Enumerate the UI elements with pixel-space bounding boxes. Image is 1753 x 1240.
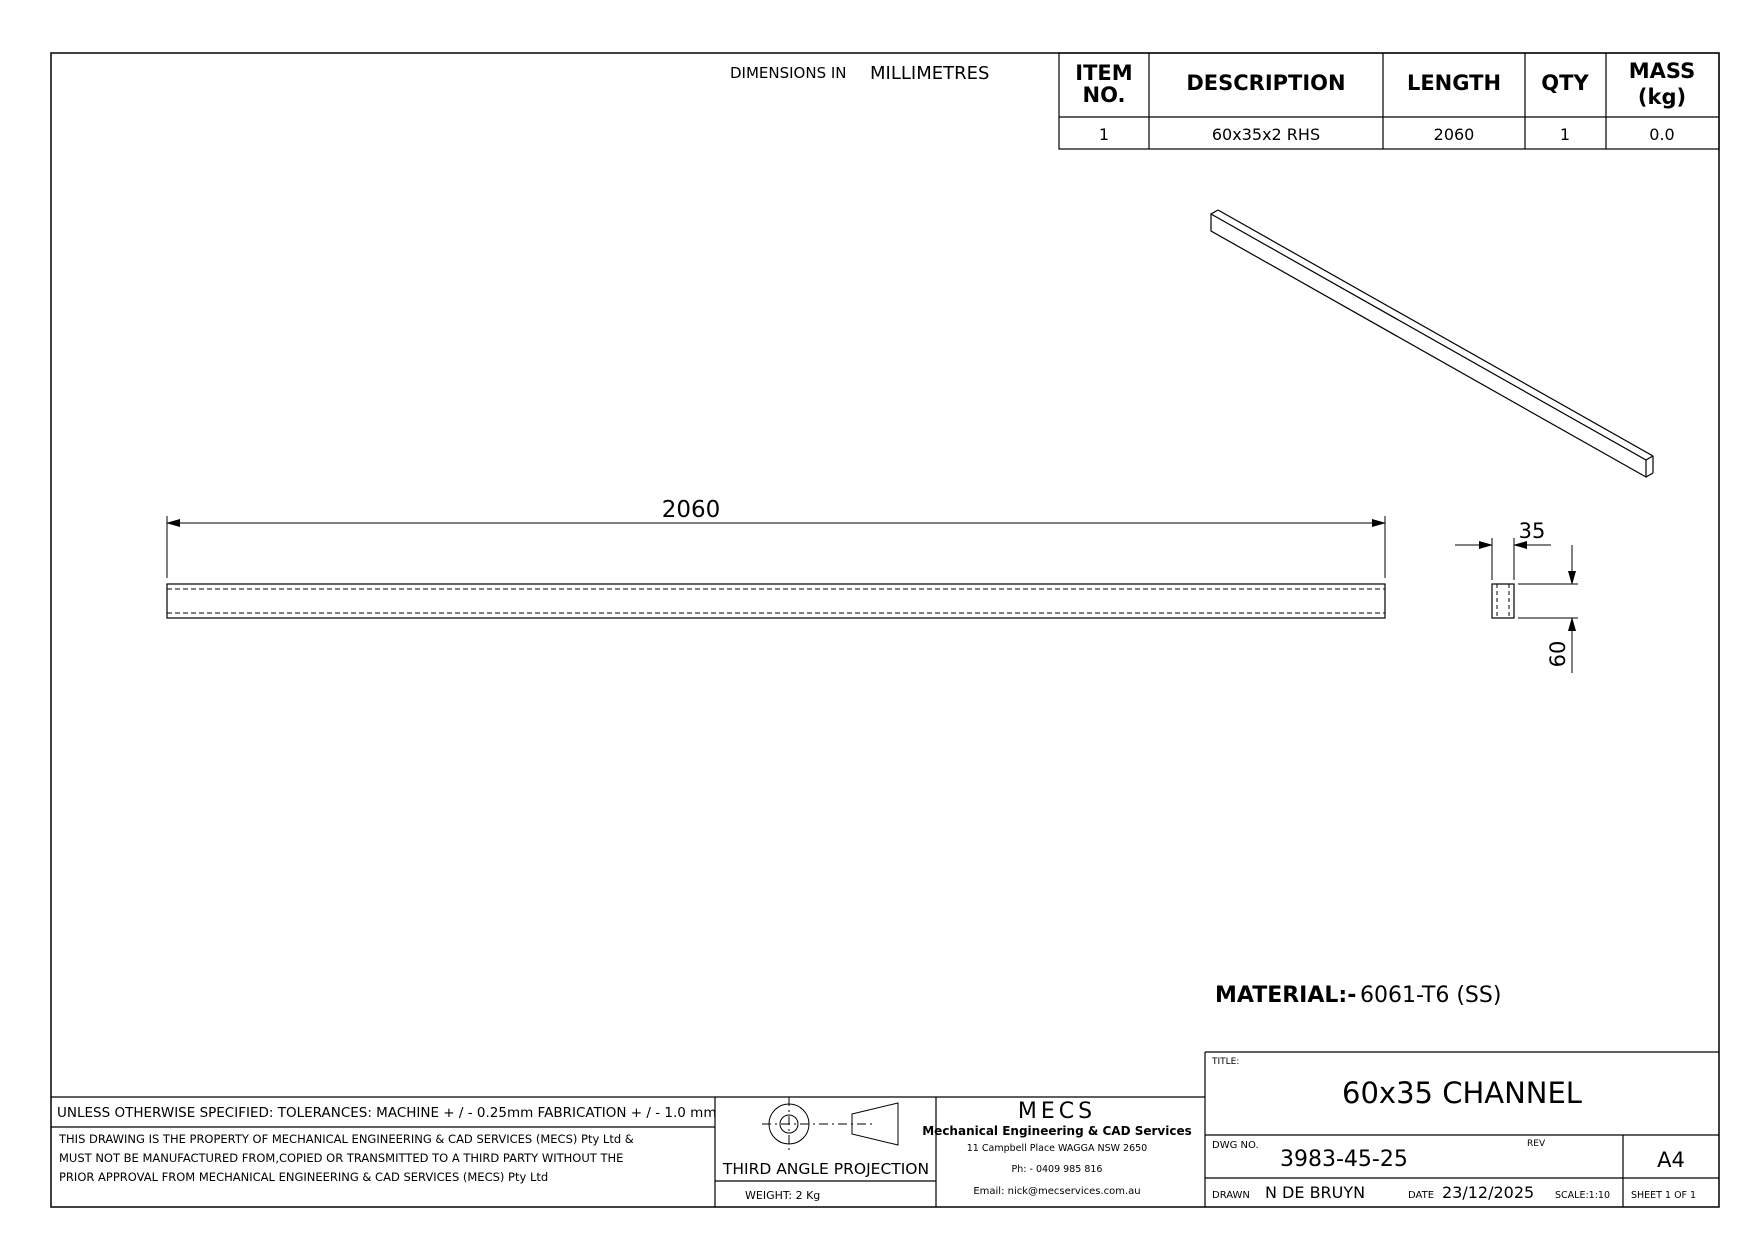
projection-label: THIRD ANGLE PROJECTION: [722, 1160, 930, 1178]
tolerance-note: UNLESS OTHERWISE SPECIFIED: TOLERANCES: MACHINE + / - 0.25mm FABRICATION + / - 1.0 mm: [57, 1105, 717, 1121]
dwg-no: 3983-45-25: [1280, 1147, 1408, 1172]
property-note-line3: PRIOR APPROVAL FROM MECHANICAL ENGINEERING & CAD SERVICES (MECS) Pty Ltd: [59, 1170, 549, 1184]
date-label: DATE: [1408, 1190, 1435, 1201]
height-dimension: [1518, 545, 1578, 673]
dimensions-label: DIMENSIONS IN: [730, 64, 847, 82]
bom-header-mass-unit: (kg): [1637, 85, 1687, 109]
bom-header-length: LENGTH: [1406, 71, 1502, 95]
dwg-no-label: DWG NO.: [1212, 1140, 1259, 1151]
scale-label: SCALE:1:10: [1555, 1190, 1610, 1201]
bom-cell-item: 1: [1098, 125, 1110, 144]
isometric-view: [1211, 210, 1653, 477]
company-phone: Ph: - 0409 985 816: [1011, 1164, 1103, 1175]
title-label: TITLE:: [1212, 1057, 1240, 1067]
company-address: 11 Campbell Place WAGGA NSW 2650: [966, 1143, 1148, 1154]
third-angle-projection-icon: [762, 1097, 898, 1151]
bom-header-qty: QTY: [1541, 71, 1589, 95]
drawing-title: 60x35 CHANNEL: [1342, 1076, 1582, 1110]
bom-header-mass: MASS: [1628, 59, 1696, 83]
date-value: 23/12/2025: [1442, 1183, 1535, 1202]
bom-header-description: DESCRIPTION: [1186, 71, 1346, 95]
company-name: Mechanical Engineering & CAD Services: [922, 1124, 1192, 1138]
width-dimension: [1455, 519, 1551, 580]
bom-cell-description: 60x35x2 RHS: [1211, 125, 1321, 144]
height-dimension-text: 60: [1546, 640, 1570, 668]
width-dimension-text: 35: [1518, 519, 1546, 543]
bom-table: [1059, 53, 1719, 149]
dimensions-unit: MILLIMETRES: [870, 63, 990, 84]
end-view: [1492, 584, 1514, 618]
material-value: 6061-T6 (SS): [1360, 983, 1502, 1008]
drawn-label: DRAWN: [1212, 1190, 1250, 1201]
front-view: [167, 584, 1385, 618]
material-label: MATERIAL:-: [1215, 983, 1357, 1008]
property-note-line1: THIS DRAWING IS THE PROPERTY OF MECHANICAL ENGINEERING & CAD SERVICES (MECS) Pty Ltd &: [59, 1132, 634, 1146]
length-dimension-text: 2060: [661, 497, 721, 523]
sheet-number: SHEET 1 OF 1: [1631, 1190, 1697, 1201]
sheet-size: A4: [1657, 1148, 1685, 1172]
property-note-line2: MUST NOT BE MANUFACTURED FROM,COPIED OR TRANSMITTED TO A THIRD PARTY WITHOUT THE: [59, 1151, 624, 1165]
company-logo: MECS: [1017, 1099, 1097, 1124]
weight-label: WEIGHT: 2 Kg: [745, 1189, 821, 1202]
rev-label: REV: [1527, 1139, 1546, 1149]
bom-header-item-no: NO.: [1082, 83, 1126, 107]
bom-cell-mass: 0.0: [1649, 125, 1675, 144]
bom-header-item: ITEM: [1075, 61, 1133, 85]
drawing-border: [51, 53, 1719, 1207]
drawn-by: N DE BRUYN: [1265, 1183, 1366, 1202]
bom-cell-length: 2060: [1433, 125, 1475, 144]
length-dimension: [167, 497, 1385, 578]
company-email: Email: nick@mecservices.com.au: [973, 1186, 1141, 1197]
bom-cell-qty: 1: [1559, 125, 1571, 144]
